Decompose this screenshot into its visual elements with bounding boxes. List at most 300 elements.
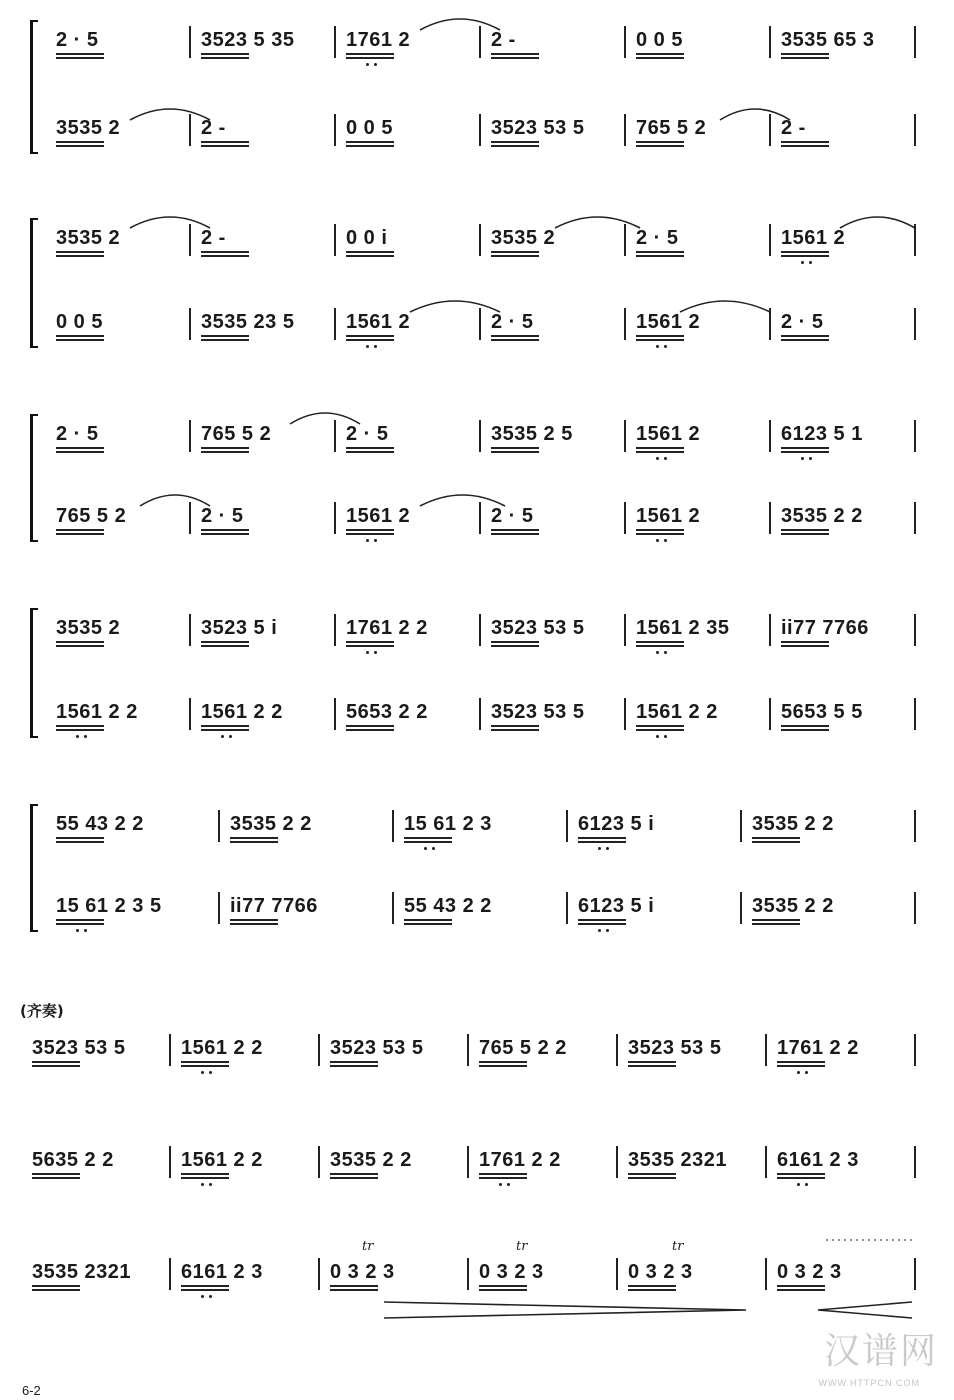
beam-line — [32, 1285, 80, 1287]
measure: 3535 2 2 — [752, 813, 834, 835]
measure: ii77 7766 — [781, 617, 869, 639]
beam-line — [628, 1173, 676, 1175]
measure: 2 · 5 — [201, 505, 244, 527]
beam-line — [346, 533, 394, 535]
measure: 3535 65 3 — [781, 29, 875, 51]
measure: 3535 23 5 — [201, 311, 295, 333]
barline — [334, 502, 336, 534]
barline — [479, 308, 481, 340]
measure: 765 5 2 — [56, 505, 127, 527]
octave-dot — [201, 1183, 204, 1186]
beam-line — [636, 255, 684, 257]
measure: 6161 2 3 — [181, 1261, 263, 1283]
octave-dot — [797, 1183, 800, 1186]
barline — [914, 614, 916, 646]
system-brace — [30, 218, 38, 348]
octave-dot — [366, 539, 369, 542]
beam-line — [201, 251, 249, 253]
barline — [479, 26, 481, 58]
beam-line — [346, 255, 394, 257]
measure: 765 5 2 — [201, 423, 272, 445]
octave-dot — [366, 345, 369, 348]
octave-dot — [221, 735, 224, 738]
beam-line — [479, 1285, 527, 1287]
beam-line — [201, 533, 249, 535]
measure: 2 - — [201, 227, 226, 249]
system-brace — [30, 608, 38, 738]
measure: 3523 5 35 — [201, 29, 295, 51]
beam-line — [346, 53, 394, 55]
barline — [189, 698, 191, 730]
measure: 1561 2 2 — [181, 1149, 263, 1171]
beam-line — [56, 729, 104, 731]
octave-dot — [209, 1295, 212, 1298]
beam-line — [32, 1177, 80, 1179]
beam-line — [181, 1061, 229, 1063]
barline — [334, 308, 336, 340]
beam-line — [781, 339, 829, 341]
beam-line — [636, 141, 684, 143]
measure: 3523 53 5 — [32, 1037, 126, 1059]
beam-line — [781, 141, 829, 143]
measure: 1561 2 — [636, 311, 701, 333]
octave-dot — [84, 929, 87, 932]
measure: 55 43 2 2 — [56, 813, 144, 835]
beam-line — [781, 641, 829, 643]
measure: 3523 53 5 — [628, 1037, 722, 1059]
beam-line — [781, 725, 829, 727]
beam-line — [201, 451, 249, 453]
beam-line — [636, 251, 684, 253]
barline — [566, 892, 568, 924]
measure: 3535 2 2 — [752, 895, 834, 917]
beam-line — [201, 729, 249, 731]
beam-line — [201, 141, 249, 143]
page-number: 6-2 — [22, 1383, 41, 1398]
beam-line — [346, 251, 394, 253]
barline — [769, 224, 771, 256]
beam-line — [781, 251, 829, 253]
beam-line — [230, 841, 278, 843]
octave-dot — [507, 1183, 510, 1186]
trill-mark: tr — [362, 1239, 374, 1254]
section-label: (齐奏) — [20, 1002, 64, 1020]
beam-line — [752, 837, 800, 839]
beam-line — [491, 725, 539, 727]
measure: 2 · 5 — [56, 29, 99, 51]
beam-line — [628, 1289, 676, 1291]
octave-dot — [809, 457, 812, 460]
octave-dot — [606, 847, 609, 850]
beam-line — [636, 447, 684, 449]
measure: 3535 2 2 — [781, 505, 863, 527]
beam-line — [781, 451, 829, 453]
beam-line — [201, 145, 249, 147]
beam-line — [230, 923, 278, 925]
beam-line — [56, 145, 104, 147]
beam-line — [346, 451, 394, 453]
beam-line — [781, 729, 829, 731]
measure: 765 5 2 — [636, 117, 707, 139]
barline — [334, 26, 336, 58]
beam-line — [781, 533, 829, 535]
measure: 0 3 2 3 — [628, 1261, 693, 1283]
beam-line — [491, 529, 539, 531]
beam-line — [32, 1289, 80, 1291]
measure: 5653 5 5 — [781, 701, 863, 723]
measure: 2 · 5 — [781, 311, 824, 333]
system-brace — [30, 414, 38, 542]
barline — [616, 1146, 618, 1178]
octave-dot — [664, 345, 667, 348]
measure: 3535 2 5 — [491, 423, 573, 445]
beam-line — [32, 1065, 80, 1067]
measure: 5635 2 2 — [32, 1149, 114, 1171]
beam-line — [491, 339, 539, 341]
barline — [624, 308, 626, 340]
measure: 1761 2 2 — [346, 617, 428, 639]
beam-line — [404, 837, 452, 839]
beam-line — [201, 645, 249, 647]
measure: 3535 2 — [56, 617, 121, 639]
barline — [479, 614, 481, 646]
barline — [740, 892, 742, 924]
measure: 5653 2 2 — [346, 701, 428, 723]
beam-line — [181, 1173, 229, 1175]
beam-line — [201, 339, 249, 341]
beam-line — [752, 841, 800, 843]
beam-line — [777, 1065, 825, 1067]
octave-dot — [201, 1071, 204, 1074]
barline — [467, 1146, 469, 1178]
measure: 0 3 2 3 — [330, 1261, 395, 1283]
beam-line — [479, 1061, 527, 1063]
measure: 1561 2 — [636, 423, 701, 445]
octave-dot — [84, 735, 87, 738]
barline — [189, 420, 191, 452]
beam-line — [346, 529, 394, 531]
beam-line — [56, 645, 104, 647]
beam-line — [201, 53, 249, 55]
measure: 3535 2321 — [628, 1149, 728, 1171]
beam-line — [56, 339, 104, 341]
octave-dot — [229, 735, 232, 738]
barline — [914, 810, 916, 842]
measure: 1761 2 2 — [777, 1037, 859, 1059]
beam-line — [56, 141, 104, 143]
measure: 1561 2 2 — [201, 701, 283, 723]
beam-line — [491, 251, 539, 253]
beam-line — [56, 841, 104, 843]
measure: 2 · 5 — [346, 423, 389, 445]
measure: 1561 2 2 — [181, 1037, 263, 1059]
beam-line — [491, 255, 539, 257]
barline — [566, 810, 568, 842]
beam-line — [781, 529, 829, 531]
measure: 1561 2 2 — [56, 701, 138, 723]
beam-line — [636, 529, 684, 531]
measure: 1761 2 2 — [479, 1149, 561, 1171]
beam-line — [636, 53, 684, 55]
beam-line — [479, 1289, 527, 1291]
octave-dot — [664, 457, 667, 460]
barline — [914, 502, 916, 534]
octave-dot — [664, 735, 667, 738]
beam-line — [56, 451, 104, 453]
barline — [624, 114, 626, 146]
beam-line — [479, 1173, 527, 1175]
beam-line — [491, 645, 539, 647]
barline — [467, 1034, 469, 1066]
beam-line — [181, 1289, 229, 1291]
barline — [914, 224, 916, 256]
measure: 15 61 2 3 5 — [56, 895, 162, 917]
octave-dot — [797, 1071, 800, 1074]
beam-line — [491, 641, 539, 643]
beam-line — [32, 1173, 80, 1175]
measure: 1561 2 — [346, 505, 411, 527]
beam-line — [781, 645, 829, 647]
barline — [769, 698, 771, 730]
beam-line — [479, 1177, 527, 1179]
beam-line — [346, 339, 394, 341]
beam-line — [491, 141, 539, 143]
barline — [765, 1034, 767, 1066]
beam-line — [491, 729, 539, 731]
barline — [318, 1034, 320, 1066]
beam-line — [330, 1289, 378, 1291]
measure: 0 0 5 — [56, 311, 103, 333]
octave-dot — [499, 1183, 502, 1186]
measure: 765 5 2 2 — [479, 1037, 567, 1059]
octave-dot — [432, 847, 435, 850]
beam-line — [777, 1061, 825, 1063]
beam-line — [201, 447, 249, 449]
octave-dot — [76, 735, 79, 738]
measure: 3535 2 2 — [230, 813, 312, 835]
octave-dot — [656, 345, 659, 348]
beam-line — [578, 837, 626, 839]
beam-line — [628, 1285, 676, 1287]
beam-line — [628, 1065, 676, 1067]
beam-line — [201, 255, 249, 257]
beam-line — [636, 339, 684, 341]
beam-line — [636, 57, 684, 59]
measure: 6123 5 i — [578, 895, 655, 917]
octave-dot — [656, 735, 659, 738]
measure: 2 - — [201, 117, 226, 139]
octave-dot — [209, 1071, 212, 1074]
barline — [769, 502, 771, 534]
octave-dot — [809, 261, 812, 264]
octave-dot — [209, 1183, 212, 1186]
barline — [218, 810, 220, 842]
beam-line — [636, 725, 684, 727]
octave-dot — [656, 539, 659, 542]
beam-line — [491, 451, 539, 453]
octave-dot — [598, 847, 601, 850]
measure: 3523 53 5 — [491, 617, 585, 639]
beam-line — [201, 57, 249, 59]
octave-dot — [424, 847, 427, 850]
beam-line — [491, 533, 539, 535]
barline — [914, 698, 916, 730]
measure: 6123 5 i — [578, 813, 655, 835]
beam-line — [56, 641, 104, 643]
beam-line — [636, 335, 684, 337]
beam-line — [578, 923, 626, 925]
beam-line — [330, 1173, 378, 1175]
measure: 3523 53 5 — [491, 117, 585, 139]
measure: 1561 2 — [781, 227, 846, 249]
measure: 0 0 i — [346, 227, 388, 249]
octave-dot — [664, 651, 667, 654]
beam-line — [628, 1061, 676, 1063]
watermark-logo: 汉谱网 — [823, 1331, 938, 1372]
beam-line — [346, 335, 394, 337]
beam-line — [628, 1177, 676, 1179]
barline — [334, 614, 336, 646]
barline — [392, 810, 394, 842]
measure: 6123 5 1 — [781, 423, 863, 445]
beam-line — [346, 645, 394, 647]
measure: 0 3 2 3 — [777, 1261, 842, 1283]
barline — [392, 892, 394, 924]
barline — [914, 1146, 916, 1178]
beam-line — [56, 255, 104, 257]
beam-line — [636, 533, 684, 535]
octave-dot — [598, 929, 601, 932]
beam-line — [491, 145, 539, 147]
octave-dot — [656, 457, 659, 460]
barline — [169, 1034, 171, 1066]
barline — [334, 698, 336, 730]
beam-line — [201, 725, 249, 727]
beam-line — [491, 447, 539, 449]
beam-line — [777, 1177, 825, 1179]
measure: 2 - — [781, 117, 806, 139]
beam-line — [230, 919, 278, 921]
barline — [479, 114, 481, 146]
beam-line — [636, 451, 684, 453]
beam-line — [404, 841, 452, 843]
beam-line — [181, 1285, 229, 1287]
barline — [624, 502, 626, 534]
barline — [169, 1258, 171, 1290]
barline — [624, 26, 626, 58]
barline — [334, 224, 336, 256]
barline — [318, 1146, 320, 1178]
barline — [624, 698, 626, 730]
beam-line — [777, 1285, 825, 1287]
beam-line — [201, 529, 249, 531]
measure: 0 0 5 — [636, 29, 683, 51]
barline — [218, 892, 220, 924]
measure: 3523 53 5 — [491, 701, 585, 723]
barline — [914, 420, 916, 452]
beam-line — [330, 1065, 378, 1067]
beam-line — [330, 1285, 378, 1287]
measure: 3523 5 i — [201, 617, 278, 639]
beam-line — [777, 1173, 825, 1175]
barline — [189, 614, 191, 646]
barline — [479, 698, 481, 730]
barline — [914, 26, 916, 58]
barline — [616, 1258, 618, 1290]
octave-dot — [366, 63, 369, 66]
barline — [624, 614, 626, 646]
barline — [914, 308, 916, 340]
measure: 2 - — [491, 29, 516, 51]
beam-line — [781, 255, 829, 257]
beam-line — [346, 729, 394, 731]
beam-line — [346, 57, 394, 59]
beam-line — [56, 837, 104, 839]
beam-line — [346, 725, 394, 727]
beam-line — [56, 529, 104, 531]
octave-dot — [801, 457, 804, 460]
barline — [318, 1258, 320, 1290]
measure: 2 · 5 — [56, 423, 99, 445]
octave-dot — [374, 63, 377, 66]
beam-line — [777, 1289, 825, 1291]
measure: 1561 2 35 — [636, 617, 730, 639]
barline — [769, 308, 771, 340]
measure: 1561 2 2 — [636, 701, 718, 723]
barline — [189, 114, 191, 146]
beam-line — [404, 919, 452, 921]
barline — [334, 114, 336, 146]
barline — [914, 114, 916, 146]
measure: 2 · 5 — [491, 505, 534, 527]
beam-line — [479, 1065, 527, 1067]
measure: 3535 2 2 — [330, 1149, 412, 1171]
beam-line — [56, 919, 104, 921]
beam-line — [752, 923, 800, 925]
measure: 3535 2 — [491, 227, 556, 249]
barline — [189, 224, 191, 256]
octave-dot — [76, 929, 79, 932]
barline — [624, 420, 626, 452]
octave-dot — [664, 539, 667, 542]
beam-line — [181, 1065, 229, 1067]
barline — [765, 1146, 767, 1178]
measure: 1561 2 — [636, 505, 701, 527]
octave-dot — [656, 651, 659, 654]
barline — [769, 614, 771, 646]
beam-line — [578, 919, 626, 921]
octave-dot — [366, 651, 369, 654]
measure: 1761 2 — [346, 29, 411, 51]
barline — [189, 502, 191, 534]
beam-line — [636, 645, 684, 647]
beam-line — [56, 447, 104, 449]
measure: 15 61 2 3 — [404, 813, 492, 835]
beam-line — [578, 841, 626, 843]
beam-line — [56, 923, 104, 925]
beam-line — [56, 53, 104, 55]
beam-line — [330, 1177, 378, 1179]
beam-line — [346, 141, 394, 143]
barline — [624, 224, 626, 256]
barline — [914, 892, 916, 924]
measure: 1561 2 — [346, 311, 411, 333]
octave-dot — [805, 1071, 808, 1074]
beam-line — [636, 145, 684, 147]
beam-line — [32, 1061, 80, 1063]
measure: 0 0 5 — [346, 117, 393, 139]
measure: 3535 2 — [56, 117, 121, 139]
